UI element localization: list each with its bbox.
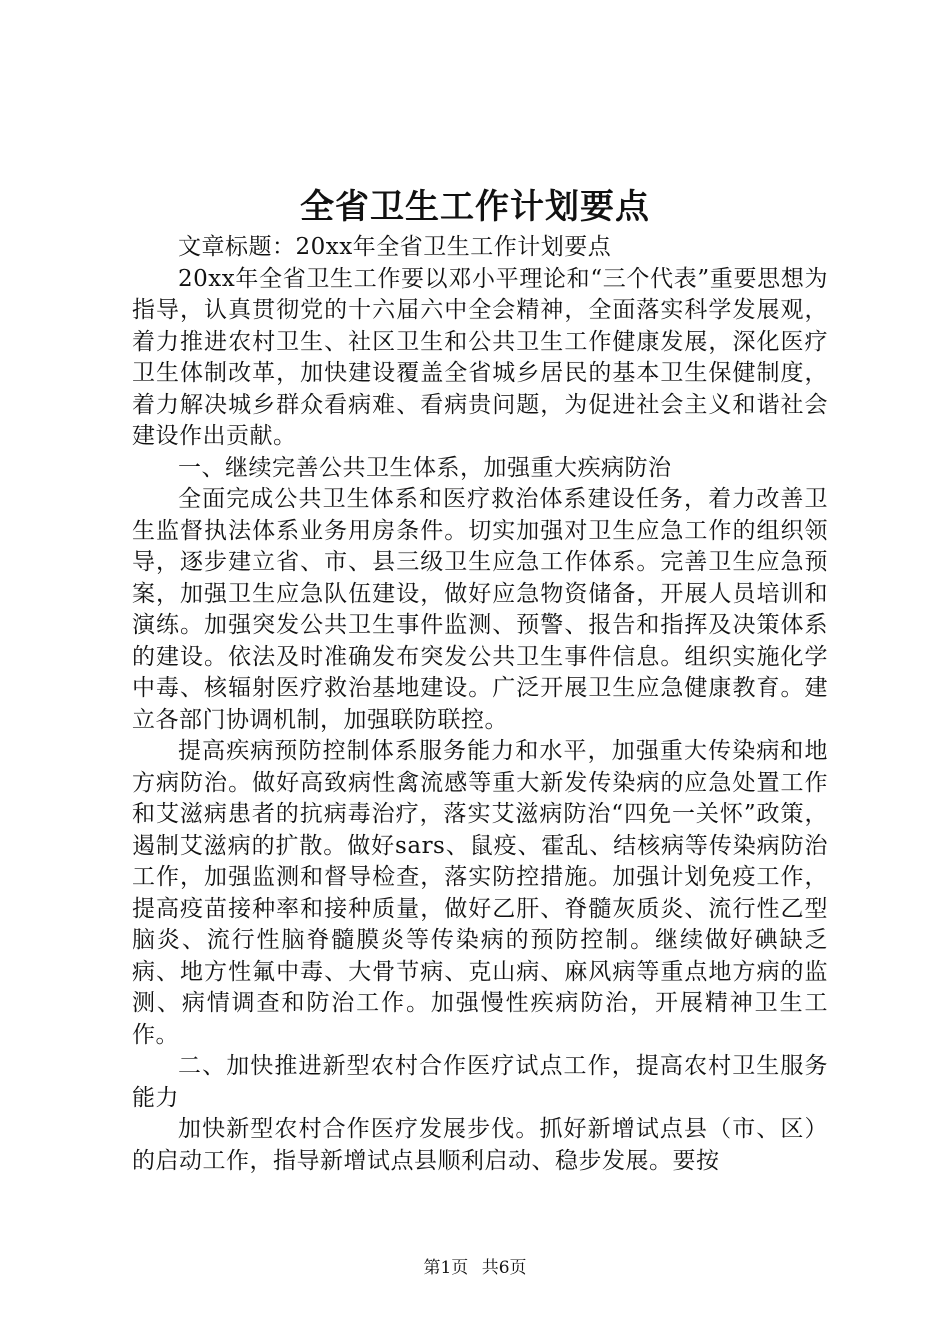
body-paragraph: 全面完成公共卫生体系和医疗救治体系建设任务，着力改善卫生监督执法体系业务用房条件。切实加强对卫生应急工作的组织领导，逐步建立省、市、县三级卫生应急工作体系。完善卫生应急预案，加强卫生应急队伍建设，做好应急物资储备，开展人员培训和演练。加强突发公共卫生事件监测、预警、报告和指挥及决策体系的建设。依法及时准确发布突发公共卫生事件信息。组织实施化学中毒、核辐射医疗救治基地建设。广泛开展卫生应急健康教育。建立各部门协调机制，加强联防联控。 (132, 486, 828, 733)
page-total: 共6页 (481, 1258, 527, 1278)
page-footer (0, 1256, 950, 1280)
body-paragraph: 加快新型农村合作医疗发展步伐。抓好新增试点县（市、区）的启动工作，指导新增试点县顺利启动、稳步发展。要按 (132, 1116, 828, 1174)
document-title: 全省卫生工作计划要点 (300, 187, 650, 227)
body-paragraph: 提高疾病预防控制体系服务能力和水平，加强重大传染病和地方病防治。做好高致病性禽流感等重大新发传染病的应急处置工作和艾滋病患者的抗病毒治疗，落实艾滋病防治“四免一关怀”政策，遏制艾滋病的扩散。做好sars、鼠疫、霍乱、结核病等传染病防治工作，加强监测和督导检查，落实防控措施。加强计划免疫工作，提高疫苗接种率和接种质量，做好乙肝、脊髓灰质炎、流行性乙型脑炎、流行性脑脊髓膜炎等传染病的预防控制。继续做好碘缺乏病、地方性氟中毒、大骨节病、克山病、麻风病等重点地方病的监测、病情调查和防治工作。加强慢性疾病防治，开展精神卫生工作。 (132, 738, 828, 1048)
section-heading-1: 一、继续完善公共卫生体系，加强重大疾病防治 (178, 454, 672, 481)
article-title-line: 文章标题：20xx年全省卫生工作计划要点 (178, 234, 612, 260)
page-number: 第1页 (423, 1258, 469, 1278)
document-body (132, 232, 828, 1177)
section-heading-2: 二、加快推进新型农村合作医疗试点工作，提高农村卫生服务能力 (132, 1053, 828, 1111)
intro-paragraph: 20xx年全省卫生工作要以邓小平理论和“三个代表”重要思想为指导，认真贯彻党的十六届六中全会精神，全面落实科学发展观，着力推进农村卫生、社区卫生和公共卫生工作健康发展，深化医疗卫生体制改革，加快建设覆盖全省城乡居民的基本卫生保健制度，着力解决城乡群众看病难、看病贵问题，为促进社会主义和谐社会建设作出贡献。 (132, 265, 828, 449)
